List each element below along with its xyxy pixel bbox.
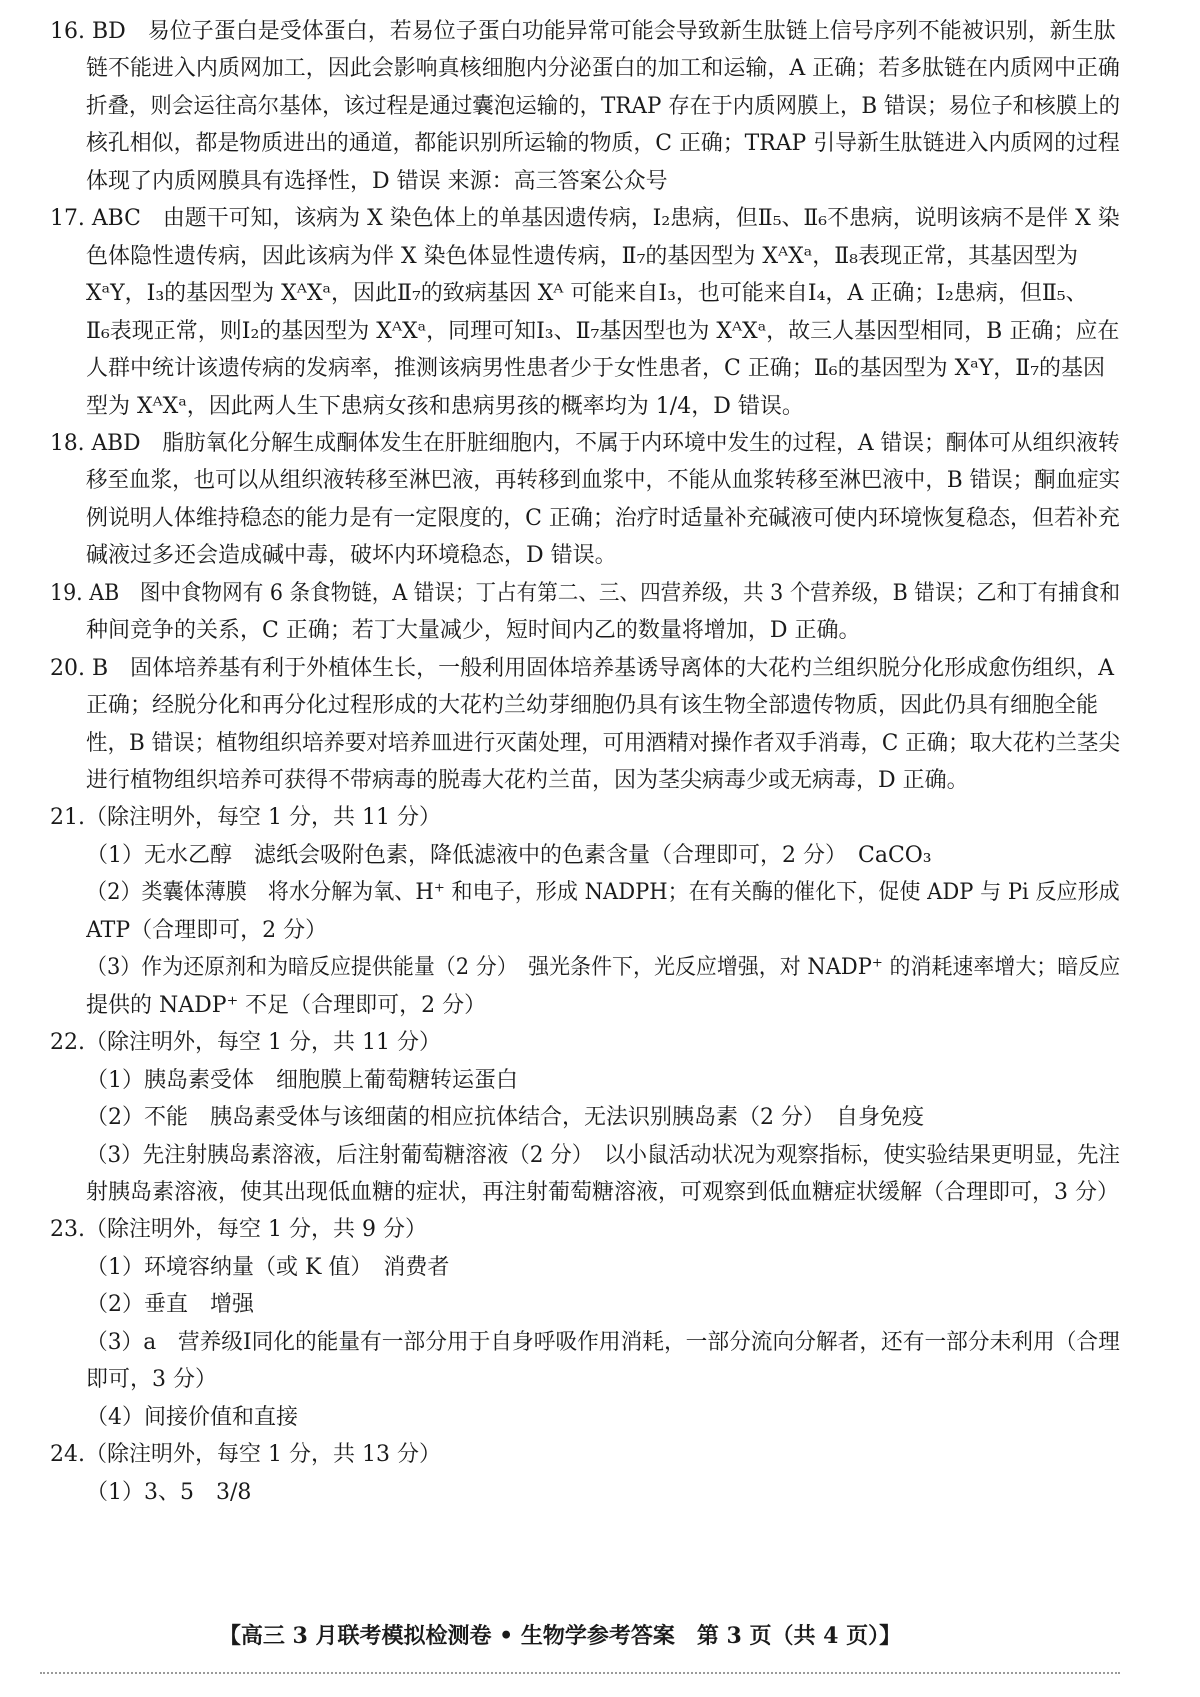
text-line-content: （2）垂直 增强: [86, 1292, 254, 1318]
text-line: [86, 1285, 1120, 1325]
text-line-content: 色体隐性遗传病，因此该病为伴 X 染色体显性遗传病，Ⅱ₇的基因型为 XᴬXᵃ，Ⅱ₈表现正常，其基因型为: [86, 243, 1079, 269]
text-line-content: 型为 XᴬXᵃ，因此两人生下患病女孩和患病男孩的概率均为 1/4，D 错误。: [86, 393, 804, 419]
text-line: [86, 1061, 1120, 1101]
text-line-content: 链不能进入内质网加工，因此会影响真核细胞内分泌蛋白的加工和运输，A 正确；若多肽链在内质网中正确: [86, 56, 1120, 82]
text-line-content: 提供的 NADP⁺ 不足（合理即可，2 分）: [86, 992, 487, 1018]
text-line-content: 正确；经脱分化和再分化过程形成的大花杓兰幼芽细胞仍具有该生物全部遗传物质，因此仍具有细胞全能: [86, 693, 1099, 719]
text-line: [86, 349, 1120, 389]
text-line-content: 18. ABD 脂肪氧化分解生成酮体发生在肝脏细胞内，不属于内环境中发生的过程，A 错误；酮体可从组织液转: [50, 430, 1120, 456]
text-line-content: （3）作为还原剂和为暗反应提供能量（2 分） 强光条件下，光反应增强，对 NADP⁺ 的消耗速率增大；暗反应: [86, 955, 1120, 981]
text-line-content: XᵃY，Ⅰ₃的基因型为 XᴬXᵃ，因此Ⅱ₇的致病基因 Xᴬ 可能来自Ⅰ₃，也可能来自Ⅰ₄，A 正确；Ⅰ₂患病，但Ⅱ₅、: [86, 281, 1088, 307]
text-line: [86, 686, 1120, 726]
text-line-content: 20. B 固体培养基有利于外植体生长，一般利用固体培养基诱导离体的大花杓兰组织脱分化形成愈伤组织，A: [50, 655, 1115, 681]
text-line-content: （2）不能 胰岛素受体与该细菌的相应抗体结合，无法识别胰岛素（2 分） 自身免疫: [86, 1105, 924, 1131]
text-line-content: 人群中统计该遗传病的发病率，推测该病男性患者少于女性患者，C 正确；Ⅱ₆的基因型为 XᵃY，Ⅱ₇的基因: [86, 356, 1106, 382]
text-line-content: （1）3、5 3/8: [86, 1479, 252, 1505]
text-line: [50, 649, 1120, 689]
text-line: [86, 1360, 1120, 1400]
text-line-content: （1）无水乙醇 滤纸会吸附色素，降低滤液中的色素含量（合理即可，2 分） CaCO₃: [86, 842, 932, 868]
text-line-content: （2）类囊体薄膜 将水分解为氧、H⁺ 和电子，形成 NADPH；在有关酶的催化下，促使 ADP 与 Pi 反应形成: [86, 880, 1120, 906]
text-line: [86, 724, 1120, 764]
text-line-content: Ⅱ₆表现正常，则Ⅰ₂的基因型为 XᴬXᵃ，同理可知Ⅰ₃、Ⅱ₇基因型也为 XᴬXᵃ，故三人基因型相同，B 正确；应在: [86, 318, 1120, 344]
text-line: [86, 1173, 1120, 1213]
text-line: [50, 574, 1120, 614]
text-line: [86, 1248, 1120, 1288]
text-line: [86, 1473, 1120, 1513]
text-line-content: 23.（除注明外，每空 1 分，共 9 分）: [50, 1217, 427, 1243]
text-line-content: 16. BD 易位子蛋白是受体蛋白，若易位子蛋白功能异常可能会导致新生肽链上信号序列不能被识别，新生肽: [50, 19, 1116, 44]
text-line-content: （1）环境容纳量（或 K 值） 消费者: [86, 1254, 450, 1280]
text-line: [86, 1323, 1120, 1363]
text-line: [50, 1023, 1120, 1063]
text-line: [86, 312, 1120, 352]
footer-divider: [40, 1672, 1120, 1674]
text-line-content: 射胰岛素溶液，使其出现低血糖的症状，再注射葡萄糖溶液，可观察到低血糖症状缓解（合理即可，3 分）: [86, 1179, 1119, 1205]
text-line: [86, 49, 1120, 89]
text-line: [50, 1210, 1120, 1250]
text-line: [86, 274, 1120, 314]
text-line-content: 19. AB 图中食物网有 6 条食物链，A 错误；丁占有第二、三、四营养级，共 3 个营养级，B 错误；乙和丁有捕食和: [50, 580, 1120, 606]
text-line: [50, 798, 1120, 838]
text-line: [86, 162, 1120, 202]
text-line-content: （1）胰岛素受体 细胞膜上葡萄糖转运蛋白: [86, 1067, 518, 1093]
text-line-content: 移至血浆，也可以从组织液转移至淋巴液，再转移到血浆中，不能从血浆转移至淋巴液中，B 错误；酮血症实: [86, 468, 1120, 494]
text-line-content: 折叠，则会运往高尔基体，该过程是通过囊泡运输的，TRAP 存在于内质网膜上，B 错误；易位子和核膜上的: [86, 93, 1120, 119]
text-line-content: （4）间接价值和直接: [86, 1404, 298, 1430]
text-line: [86, 948, 1120, 988]
text-line: [86, 761, 1120, 801]
text-line-content: 21.（除注明外，每空 1 分，共 11 分）: [50, 805, 441, 831]
text-line-content: 体现了内质网膜具有选择性，D 错误 来源：高三答案公众号: [86, 168, 668, 194]
text-line-content: 例说明人体维持稳态的能力是有一定限度的，C 正确；治疗时适量补充碱液可使内环境恢复稳态，但若补充: [86, 505, 1120, 531]
text-line: [50, 12, 1120, 52]
text-line-content: 22.（除注明外，每空 1 分，共 11 分）: [50, 1030, 441, 1056]
page-footer: 【高三 3 月联考模拟检测卷 • 生物学参考答案 第 3 页（共 4 页）】: [218, 1623, 902, 1649]
text-line-content: 性，B 错误；植物组织培养要对培养皿进行灭菌处理，可用酒精对操作者双手消毒，C 正确；取大花杓兰茎尖: [86, 730, 1120, 756]
text-line: [86, 387, 1120, 427]
text-line: [86, 986, 1120, 1026]
text-line-content: 碱液过多还会造成碱中毒，破坏内环境稳态，D 错误。: [86, 543, 617, 569]
text-line-content: 进行植物组织培养可获得不带病毒的脱毒大花杓兰苗，因为茎尖病毒少或无病毒，D 正确。: [86, 768, 969, 793]
text-line: [86, 1098, 1120, 1138]
text-line: [86, 836, 1120, 876]
text-line: [50, 1435, 1120, 1475]
text-line: [86, 873, 1120, 913]
text-line: [86, 911, 1120, 951]
text-line: [50, 424, 1120, 464]
text-line: [86, 499, 1120, 539]
text-line: [50, 199, 1120, 239]
text-line: [86, 1136, 1120, 1176]
text-line: [86, 536, 1120, 576]
text-line: [86, 1398, 1120, 1438]
text-line-content: 24.（除注明外，每空 1 分，共 13 分）: [50, 1442, 441, 1468]
text-line-content: （3）a 营养级Ⅰ同化的能量有一部分用于自身呼吸作用消耗，一部分流向分解者，还有一部分未利用（合理: [86, 1329, 1120, 1355]
text-line-content: 17. ABC 由题干可知，该病为 X 染色体上的单基因遗传病，Ⅰ₂患病，但Ⅱ₅、Ⅱ₆不患病，说明该病不是伴 X 染: [50, 206, 1120, 232]
text-line: [86, 237, 1120, 277]
text-line-content: （3）先注射胰岛素溶液，后注射葡萄糖溶液（2 分） 以小鼠活动状况为观察指标，使实验结果更明显，先注: [86, 1142, 1120, 1168]
text-line-content: 种间竞争的关系，C 正确；若丁大量减少，短时间内乙的数量将增加，D 正确。: [86, 618, 861, 644]
text-line: [86, 124, 1120, 164]
text-line-content: 即可，3 分）: [86, 1367, 217, 1393]
text-line: [86, 87, 1120, 127]
text-line-content: 核孔相似，都是物质进出的通道，都能识别所运输的物质，C 正确；TRAP 引导新生肽链进入内质网的过程: [86, 131, 1120, 157]
text-line: [86, 461, 1120, 501]
text-line: [86, 611, 1120, 651]
text-line-content: ATP（合理即可，2 分）: [86, 917, 328, 943]
